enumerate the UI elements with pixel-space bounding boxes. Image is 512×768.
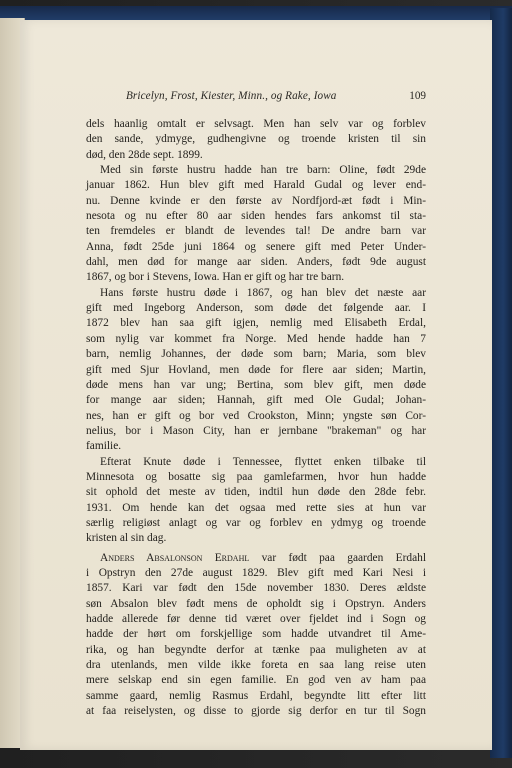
text-line: barn, nemlig Johannes, der døde som barn; Maria, som blev [86, 348, 426, 361]
text-line: dra utenlands, men vilde ikke foreta en saa lang reise uten [86, 659, 426, 672]
text-line: rika, og han begyndte derfor at tænke paa muligheten av at [86, 643, 426, 656]
text-line: nelius, bor i Mason City, han er jernbane "brakeman" og har [86, 424, 426, 437]
text-fragment: var født paa gaarden Erdahl [249, 551, 426, 564]
text-line: sit ophold det meste av tiden, indtil hun døde den 28de febr. [86, 486, 426, 499]
text-line: at faa reiselysten, og disse to gjorde sig derfor en tur til Sogn [86, 705, 426, 718]
text-line: nu. Denne kvinde er den første av Nordfjord-æt født i Min- [86, 194, 426, 207]
text-line [86, 551, 426, 566]
text-line: mere selskap end sin egen familie. En god ven av ham paa [86, 674, 426, 687]
person-name-heading: Anders Absalonson Erdahl [100, 551, 250, 564]
text-line: nes, han er gift og bor ved Crookston, Minn; yngste søn Cor- [86, 409, 426, 422]
text-line: januar 1862. Hun blev gift med Harald Gudal og lever end- [86, 179, 426, 192]
text-line: 1931. Om hende kan det ogsaa med rette sies at hun var [86, 501, 426, 514]
paragraph-1 [86, 117, 426, 163]
text-line: hadde allerede før denne tid været over fjeldet ind i Sogn og [86, 613, 426, 625]
paragraph-5 [86, 551, 426, 720]
text-line: ten fremdeles er blandt de levendes tal! De andre barn var [86, 225, 426, 238]
text-line: Med sin første hustru hadde han tre barn: Oline, født 29de [100, 164, 426, 177]
page-number: 109 [409, 90, 426, 102]
text-line: dahl, men død for mange aar siden. Anders, født 9de august [86, 256, 426, 269]
text-line: søn Absalon blev født mens de opholdt sig i Opstryn. Anders [86, 597, 426, 610]
text-line: 1872 blev han saa gift igjen, nemlig med Elisabeth Erdal, [86, 317, 426, 330]
text-line: 1857. Kari var født den 15de november 1830. Deres ældste [86, 582, 426, 595]
text-line: hadde der hørt om forskjellige som hadde utvandret til Ame- [86, 628, 426, 641]
text-line: som nylig var kommet fra Norge. Med hende hadde han 7 [86, 332, 426, 345]
book-cover-right-edge [490, 8, 512, 758]
text-line: Minnesota og bosatte sig paa gamlefarmen, hvor hun hadde [86, 470, 426, 483]
paragraph-2 [86, 163, 426, 286]
text-line: Anna, født 25de juni 1864 og senere gift med Peter Under- [86, 240, 426, 253]
text-line: Hans første hustru døde i 1867, og han blev det næste aar [100, 286, 426, 299]
book-page [20, 20, 492, 750]
text-line: samme gaard, nemlig Rasmus Erdahl, begyndte litt efter litt [86, 689, 426, 702]
text-line: gift med Ingeborg Anderson, som døde det følgende aar. I [86, 302, 426, 315]
text-line: for mange aar siden; Hannah, gift med Ole Gudal; Johan- [86, 394, 426, 407]
text-line: familie. [86, 440, 122, 453]
text-line: død, den 28de sept. 1899. [86, 148, 203, 161]
text-line: særlig religiøst anlagt og var og forblev en ydmyg og troende [86, 516, 426, 529]
text-line: i Opstryn den 27de august 1829. Blev gift med Kari Nesi i [86, 566, 426, 579]
page-body [86, 117, 426, 719]
paragraph-4 [86, 455, 426, 547]
text-line: nesota og nu efter 80 aar siden hendes fars ankomst til sta- [86, 210, 426, 223]
text-line: kristen al sin dag. [86, 532, 167, 545]
text-line: gift med Sjur Hovland, men døde for flere aar siden; Martin, [86, 363, 426, 376]
text-line: 1867, og bor i Stevens, Iowa. Han er gift og har tre barn. [86, 271, 345, 284]
text-line: døde mens han var ung; Bertina, som blev gift, men døde [86, 378, 426, 391]
text-line: dels haanlig omtalt er selvsagt. Men han selv var og forblev [86, 118, 426, 130]
text-line: den sande, ydmyge, gudhengivne og troende kristen til sin [86, 133, 426, 146]
text-line: Efterat Knute døde i Tennessee, flyttet enken tilbake til [100, 455, 426, 468]
page-header [20, 90, 492, 106]
running-head: Bricelyn, Frost, Kiester, Minn., og Rake, Iowa [126, 90, 337, 102]
paragraph-3 [86, 286, 426, 455]
